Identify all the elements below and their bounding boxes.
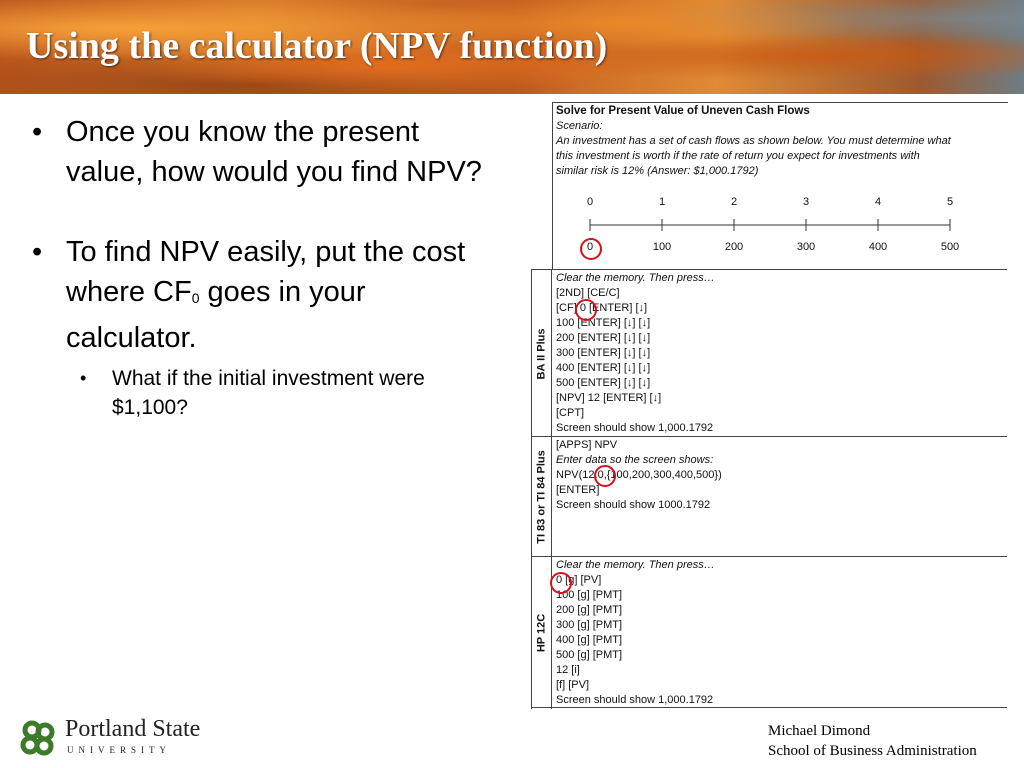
ti-83-84-section	[531, 436, 1007, 557]
timeline-axis	[553, 193, 1008, 263]
bullet-item	[30, 232, 500, 358]
highlight-circle	[575, 299, 597, 321]
section-label-box	[531, 270, 552, 437]
step-line: 100 [g] [PMT]	[556, 589, 623, 601]
step-line: [f] [PV]	[556, 679, 590, 691]
ba-ii-plus-steps	[556, 271, 715, 436]
step-line: 400 [ENTER] [↓] [↓]	[556, 362, 651, 374]
cash-flow-label: 0	[586, 241, 594, 253]
hp-12c-section	[531, 556, 1007, 709]
highlight-circle	[594, 465, 616, 487]
logo-subtitle: UNIVERSITY	[67, 745, 171, 755]
scenario-line: similar risk is 12% (Answer: $1,000.1792)	[556, 165, 759, 177]
step-line: NPV(12,0,{100,200,300,400,500})	[556, 469, 722, 481]
step-line: 200 [ENTER] [↓] [↓]	[556, 332, 651, 344]
section-label-box	[531, 557, 552, 709]
figure-bottom-border	[531, 707, 1007, 708]
hp-steps	[556, 558, 715, 708]
logo-name: Portland State	[65, 716, 201, 742]
bullet-text-pre: To find NPV easily, put the cost where CF	[66, 236, 466, 308]
bullet-item	[30, 112, 500, 192]
step-line: Screen should show 1,000.1792	[556, 694, 714, 706]
period-label: 4	[874, 196, 882, 208]
figure-title: Solve for Present Value of Uneven Cash Flows	[556, 105, 810, 117]
step-line: [NPV] 12 [ENTER] [↓]	[556, 392, 662, 404]
ti-steps	[556, 438, 722, 513]
section-label: HP 12C	[535, 613, 547, 653]
cash-flow-timeline	[553, 193, 1008, 263]
cash-flow-label: 500	[940, 241, 960, 253]
step-line: Screen should show 1000.1792	[556, 499, 711, 511]
bullet-marker: •	[32, 116, 43, 148]
section-label-box	[531, 437, 552, 557]
highlight-circle	[550, 572, 572, 594]
sub-bullet-marker: •	[80, 368, 87, 388]
highlight-circle	[580, 238, 602, 260]
step-line: 12 [i]	[556, 664, 580, 676]
period-label: 2	[730, 196, 738, 208]
step-line: Clear the memory. Then press…	[556, 272, 715, 284]
sub-bullet-text: What if the initial investment were $1,100?	[112, 367, 425, 419]
footer-credits	[768, 721, 977, 761]
scenario-line: An investment has a set of cash flows as shown below. You must determine what	[556, 135, 951, 147]
portland-state-logo	[18, 716, 228, 760]
calculator-instructions-figure	[531, 102, 1007, 708]
slide-title: Using the calculator (NPV function)	[26, 25, 608, 67]
header-banner	[0, 0, 1024, 94]
step-line: [APPS] NPV	[556, 439, 618, 451]
step-line: 100 [ENTER] [↓] [↓]	[556, 317, 651, 329]
sub-bullet-item	[30, 364, 500, 422]
step-line: Enter data so the screen shows:	[556, 454, 714, 466]
step-line: 0 [g] [PV]	[556, 574, 602, 586]
scenario-line: this investment is worth if the rate of return you expect for investments with	[556, 150, 920, 162]
step-line: [CPT]	[556, 407, 585, 419]
bullet-text: Once you know the present value, how would you find NPV?	[66, 116, 482, 188]
cash-flow-label: 100	[652, 241, 672, 253]
period-label: 5	[946, 196, 954, 208]
step-line: [CF] 0 [ENTER] [↓]	[556, 302, 648, 314]
step-line: 300 [ENTER] [↓] [↓]	[556, 347, 651, 359]
cash-flow-label: 200	[724, 241, 744, 253]
step-line: 400 [g] [PMT]	[556, 634, 623, 646]
step-line: 300 [g] [PMT]	[556, 619, 623, 631]
cash-flow-label: 400	[868, 241, 888, 253]
period-label: 1	[658, 196, 666, 208]
department-name: School of Business Administration	[768, 743, 977, 759]
step-line: 500 [ENTER] [↓] [↓]	[556, 377, 651, 389]
step-line: 200 [g] [PMT]	[556, 604, 623, 616]
step-line: [2ND] [CE/C]	[556, 287, 620, 299]
subscript: 0	[191, 290, 200, 306]
ba-ii-plus-section	[531, 269, 1007, 437]
step-line: [ENTER]	[556, 484, 600, 496]
step-line: Screen should show 1,000.1792	[556, 422, 714, 434]
bullet-text	[66, 236, 465, 354]
bullet-text-post: goes in your calculator.	[66, 276, 366, 354]
section-label: TI 83 or TI 84 Plus	[535, 450, 547, 544]
author-name: Michael Dimond	[768, 723, 871, 739]
bullet-marker: •	[32, 236, 43, 268]
bullet-list	[30, 112, 500, 422]
psu-emblem-icon	[18, 718, 58, 758]
section-label: BA II Plus	[535, 328, 547, 379]
step-line: 500 [g] [PMT]	[556, 649, 623, 661]
scenario-box	[552, 102, 1008, 270]
period-label: 3	[802, 196, 810, 208]
cash-flow-label: 300	[796, 241, 816, 253]
scenario-label: Scenario:	[556, 120, 603, 132]
step-line: Clear the memory. Then press…	[556, 559, 715, 571]
period-label: 0	[586, 196, 594, 208]
